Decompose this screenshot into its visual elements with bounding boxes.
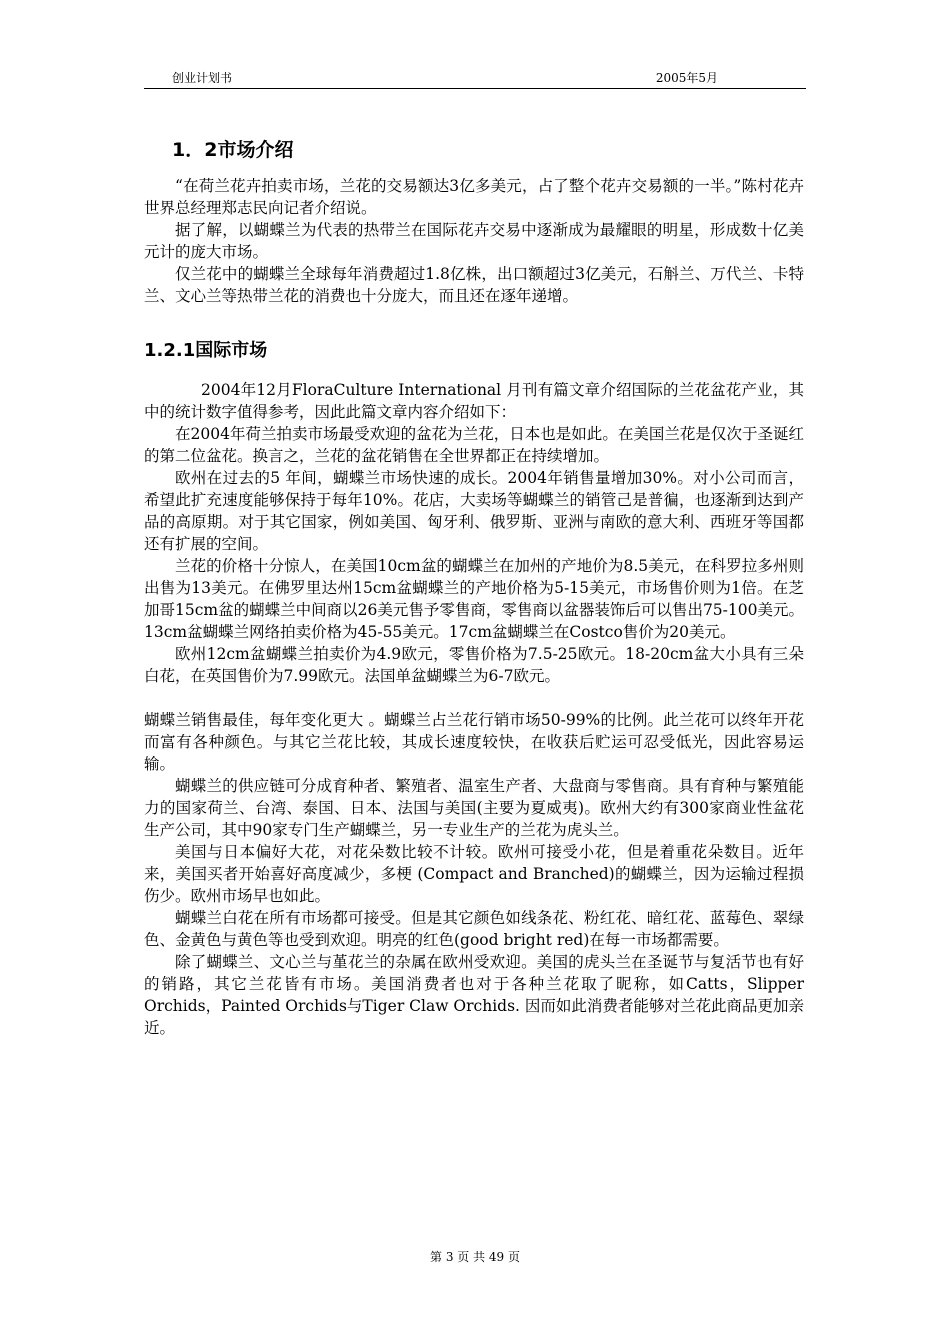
section-heading-market-intro: 1．2市场介绍 [172, 139, 294, 161]
paragraph: 美国与日本偏好大花，对花朵数比较不计较。欧州可接受小花，但是着重花朵数目。近年来，美国买者开始喜好高度减少，多梗 (Compact and Branched)的蝴蝶兰，因为运输过程损伤少。欧州市场早也如此。 [144, 843, 804, 905]
page-header [144, 66, 806, 89]
paragraph: 除了蝴蝶兰、文心兰与堇花兰的杂属在欧州受欢迎。美国的虎头兰在圣诞节与复活节也有好的销路，其它兰花皆有市场。美国消费者也对于各种兰花取了昵称，如Catts，Slipper Orchids，Painted Orchids与Tiger Claw Orchids. 因而如此消费者能够对兰花此商品更加亲近。 [144, 953, 804, 1037]
section-heading-international-market: 1.2.1国际市场 [144, 340, 268, 361]
paragraph: 在2004年荷兰拍卖市场最受欢迎的盆花为兰花，日本也是如此。在美国兰花是仅次于圣诞红的第二位盆花。换言之，兰花的盆花销售在全世界都正在持续增加。 [144, 425, 804, 465]
paragraph: 2004年12月FloraCulture International 月刊有篇文章介绍国际的兰花盆花产业，其中的统计数字值得参考，因此此篇文章内容介绍如下： [144, 381, 804, 421]
paragraph: “在荷兰花卉拍卖市场，兰花的交易额达3亿多美元，占了整个花卉交易额的一半。”陈村花卉世界总经理郑志民向记者介绍说。 [144, 177, 804, 217]
paragraph: 仅兰花中的蝴蝶兰全球每年消费超过1.8亿株，出口额超过3亿美元，石斛兰、万代兰、卡特兰、文心兰等热带兰花的消费也十分庞大，而且还在逐年递增。 [144, 265, 804, 305]
paragraph: 欧州在过去的5 年间，蝴蝶兰市场快速的成长。2004年销售量增加30%。对小公司而言，希望此扩充速度能够保持于每年10%。花店，大卖场等蝴蝶兰的销管己是普徧，也逐渐到达到产品的高原期。对于其它国家，例如美国、匈牙利、俄罗斯、亚洲与南欧的意大利、西班牙等国都还有扩展的空间。 [144, 469, 804, 553]
header-doc-title: 创业计划书 [172, 71, 233, 85]
paragraph: 蝴蝶兰的供应链可分成育种者、繁殖者、温室生产者、大盘商与零售商。具有育种与繁殖能力的国家荷兰、台湾、泰国、日本、法国与美国(主要为夏威夷)。欧州大约有300家商业性盆花生产公司，其中90家专门生产蝴蝶兰，另一专业生产的兰花为虎头兰。 [144, 777, 804, 839]
paragraph: 欧州12cm盆蝴蝶兰拍卖价为4.9欧元，零售价格为7.5-25欧元。18-20cm盆大小具有三朵白花，在英国售价为7.99欧元。法国单盆蝴蝶兰为6-7欧元。 [144, 645, 804, 685]
paragraph: 兰花的价格十分惊人，在美国10cm盆的蝴蝶兰在加州的产地价为8.5美元，在科罗拉多州则出售为13美元。在佛罗里达州15cm盆蝴蝶兰的产地价格为5-15美元，市场售价则为1倍。在芝加哥15cm盆的蝴蝶兰中间商以26美元售予零售商，零售商以盆器装饰后可以售出75-100美元。13cm盆蝴蝶兰网络拍卖价格为45-55美元。17cm盆蝴蝶兰在Costco售价为20美元。 [144, 557, 804, 641]
paragraph: 据了解，以蝴蝶兰为代表的热带兰在国际花卉交易中逐渐成为最耀眼的明星，形成数十亿美元计的庞大市场。 [144, 221, 804, 261]
page-footer: 第 3 页 共 49 页 [430, 1250, 520, 1264]
document-body [144, 135, 804, 1039]
paragraph: 蝴蝶兰销售最佳，每年变化更大 。蝴蝶兰占兰花行销市场50-99%的比例。此兰花可以终年开花而富有各种颜色。与其它兰花比较，其成长速度较快，在收获后贮运可忍受低光，因此容易运输。 [144, 711, 804, 773]
paragraph: 蝴蝶兰白花在所有市场都可接受。但是其它颜色如线条花、粉红花、暗红花、蓝莓色、翠绿色、金黄色与黄色等也受到欢迎。明亮的红色(good bright red)在每一市场都需要。 [144, 909, 804, 949]
header-date: 2005年5月 [655, 71, 718, 85]
